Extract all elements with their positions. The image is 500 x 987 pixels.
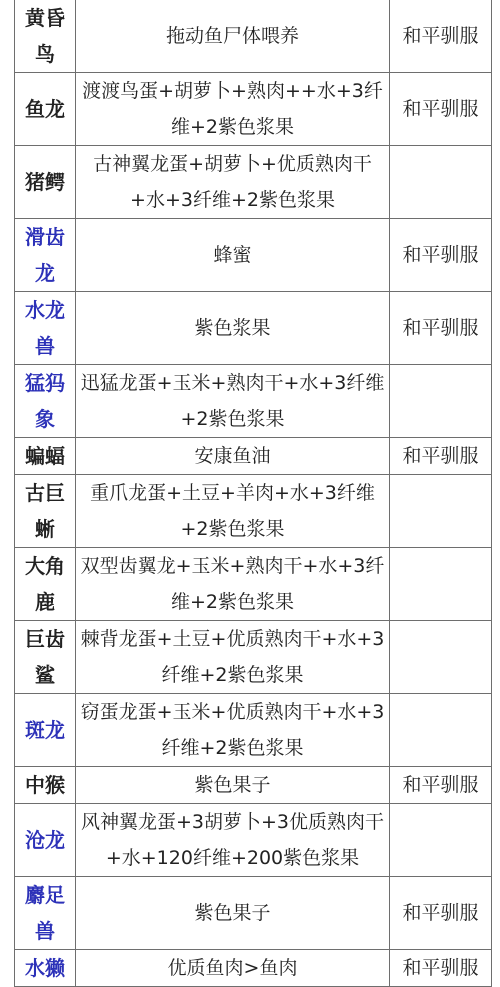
table-row bbox=[15, 0, 492, 73]
creature-name[interactable]: 沧龙 bbox=[15, 804, 76, 877]
taming-food: 窃蛋龙蛋+玉米+优质熟肉干+水+3纤维+2紫色浆果 bbox=[76, 694, 390, 767]
taming-food: 棘背龙蛋+土豆+优质熟肉干+水+3纤维+2紫色浆果 bbox=[76, 621, 390, 694]
taming-food: 拖动鱼尸体喂养 bbox=[76, 0, 390, 73]
taming-food: 双型齿翼龙+玉米+熟肉干+水+3纤维+2紫色浆果 bbox=[76, 548, 390, 621]
creature-name: 猪鳄 bbox=[15, 146, 76, 219]
taming-food: 蜂蜜 bbox=[76, 219, 390, 292]
table-row bbox=[15, 950, 492, 987]
creature-name[interactable]: 斑龙 bbox=[15, 694, 76, 767]
table-row bbox=[15, 548, 492, 621]
table-row bbox=[15, 621, 492, 694]
taming-food: 重爪龙蛋+土豆+羊肉+水+3纤维+2紫色浆果 bbox=[76, 475, 390, 548]
table-row bbox=[15, 767, 492, 804]
table-body bbox=[15, 0, 492, 987]
taming-method bbox=[390, 365, 492, 438]
creature-name: 蝙蝠 bbox=[15, 438, 76, 475]
taming-method bbox=[390, 146, 492, 219]
creature-taming-table bbox=[14, 0, 492, 987]
creature-name[interactable]: 水獭 bbox=[15, 950, 76, 987]
table-row bbox=[15, 146, 492, 219]
creature-name[interactable]: 麝足兽 bbox=[15, 877, 76, 950]
creature-name: 大角鹿 bbox=[15, 548, 76, 621]
table-row bbox=[15, 438, 492, 475]
creature-name: 中猴 bbox=[15, 767, 76, 804]
table-row bbox=[15, 219, 492, 292]
creature-name[interactable]: 滑齿龙 bbox=[15, 219, 76, 292]
table-row bbox=[15, 292, 492, 365]
taming-method: 和平驯服 bbox=[390, 292, 492, 365]
taming-method: 和平驯服 bbox=[390, 950, 492, 987]
creature-name: 古巨蜥 bbox=[15, 475, 76, 548]
table-row bbox=[15, 365, 492, 438]
table-row bbox=[15, 694, 492, 767]
taming-method: 和平驯服 bbox=[390, 877, 492, 950]
table-row bbox=[15, 804, 492, 877]
taming-food: 紫色浆果 bbox=[76, 292, 390, 365]
taming-food: 风神翼龙蛋+3胡萝卜+3优质熟肉干+水+120纤维+200紫色浆果 bbox=[76, 804, 390, 877]
taming-food: 古神翼龙蛋+胡萝卜+优质熟肉干+水+3纤维+2紫色浆果 bbox=[76, 146, 390, 219]
taming-method bbox=[390, 694, 492, 767]
creature-name[interactable]: 水龙兽 bbox=[15, 292, 76, 365]
taming-food: 紫色果子 bbox=[76, 877, 390, 950]
taming-method: 和平驯服 bbox=[390, 438, 492, 475]
taming-method: 和平驯服 bbox=[390, 767, 492, 804]
table-row bbox=[15, 475, 492, 548]
table-row bbox=[15, 73, 492, 146]
taming-method: 和平驯服 bbox=[390, 73, 492, 146]
creature-name: 黄昏鸟 bbox=[15, 0, 76, 73]
creature-name[interactable]: 猛犸象 bbox=[15, 365, 76, 438]
table-row bbox=[15, 877, 492, 950]
taming-food: 迅猛龙蛋+玉米+熟肉干+水+3纤维+2紫色浆果 bbox=[76, 365, 390, 438]
creature-name: 鱼龙 bbox=[15, 73, 76, 146]
taming-food: 优质鱼肉>鱼肉 bbox=[76, 950, 390, 987]
taming-method bbox=[390, 621, 492, 694]
taming-method bbox=[390, 475, 492, 548]
taming-food: 安康鱼油 bbox=[76, 438, 390, 475]
taming-method: 和平驯服 bbox=[390, 219, 492, 292]
taming-food: 渡渡鸟蛋+胡萝卜+熟肉++水+3纤维+2紫色浆果 bbox=[76, 73, 390, 146]
creature-name: 巨齿鲨 bbox=[15, 621, 76, 694]
taming-method bbox=[390, 804, 492, 877]
taming-method bbox=[390, 548, 492, 621]
taming-method: 和平驯服 bbox=[390, 0, 492, 73]
taming-food: 紫色果子 bbox=[76, 767, 390, 804]
